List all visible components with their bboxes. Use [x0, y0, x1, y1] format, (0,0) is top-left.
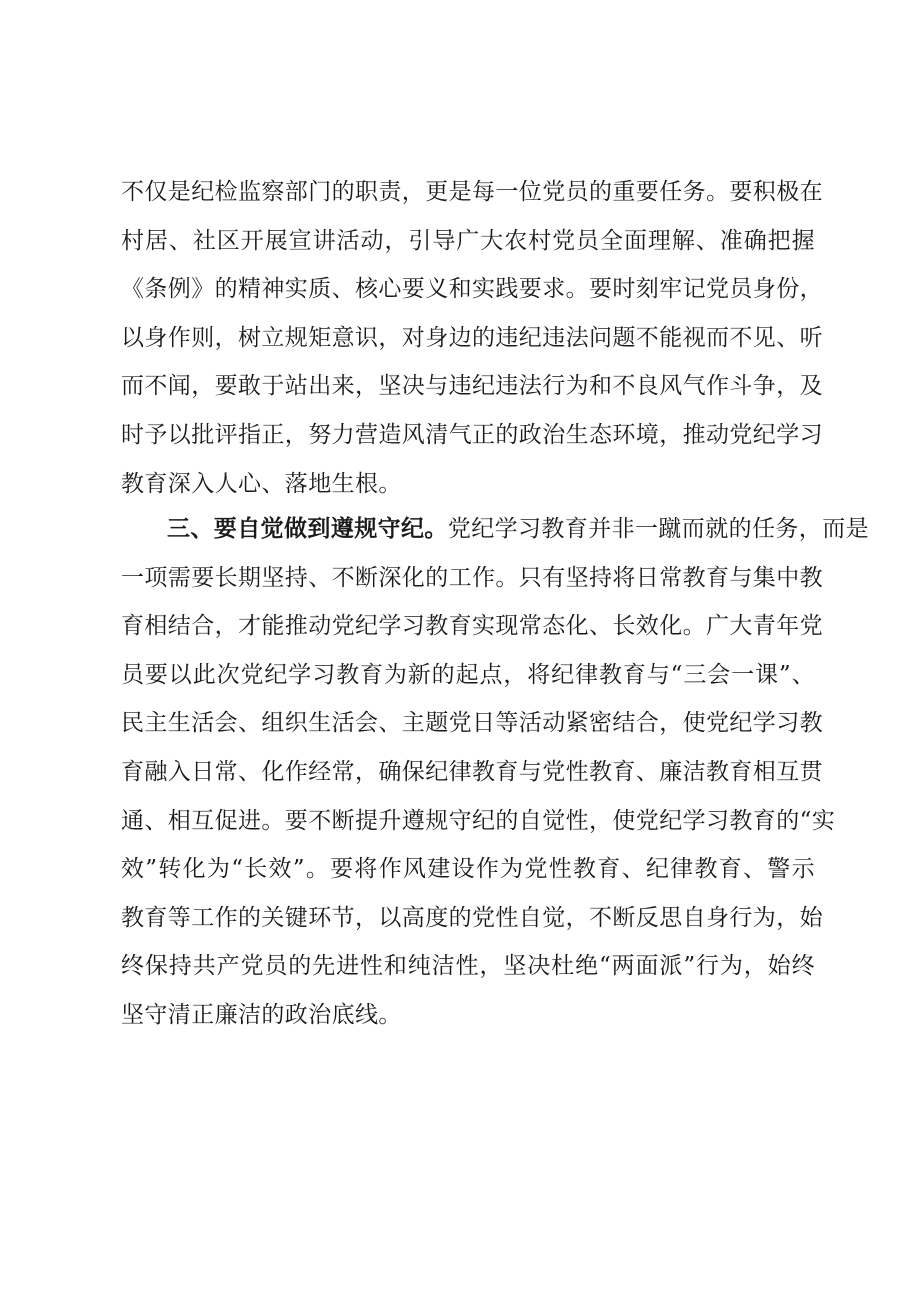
text-line: 村居、社区开展宣讲活动，引导广大农村党员全面理解、准确把握	[121, 227, 815, 254]
text-line: 育融入日常、化作经常，确保纪律教育与党性教育、廉洁教育相互贯	[121, 758, 823, 785]
paragraph-discipline-compliance	[121, 505, 870, 1040]
text-line: 育相结合，才能推动党纪学习教育实现常态化、长效化。广大青年党	[121, 613, 823, 640]
text-line: 效”转化为“长效”。要将作风建设作为党性教育、纪律教育、警示	[121, 856, 815, 883]
text-line: 教育深入人心、落地生根。	[121, 470, 402, 497]
text-line: 民主生活会、组织生活会、主题党日等活动紧密结合，使党纪学习教	[121, 710, 823, 737]
text-line: 教育等工作的关键环节，以高度的党性自觉，不断反思自身行为，始	[121, 904, 823, 931]
text-line: 以身作则，树立规矩意识，对身边的违纪违法问题不能视而不见、听	[121, 324, 823, 351]
text-line: 终保持共产党员的先进性和纯洁性，坚决杜绝“两面派”行为，始终	[121, 953, 815, 980]
text-line-first	[121, 505, 870, 554]
text-line: 时予以批评指正，努力营造风清气正的政治生态环境，推动党纪学习	[121, 421, 823, 448]
text-line: 不仅是纪检监察部门的职责，更是每一位党员的重要任务。要积极在	[121, 179, 823, 205]
heading-line-rest: 党纪学习教育并非一蹴而就的任务，而是	[447, 516, 870, 542]
text-line: 而不闻，要敢于站出来，坚决与违纪违法行为和不良风气作斗争，及	[121, 373, 823, 400]
section-heading: 三、要自觉做到遵规守纪。	[167, 516, 448, 542]
text-line: 《条例》的精神实质、核心要义和实践要求。要时刻牢记党员身份，	[121, 276, 823, 303]
text-line: 一项需要长期坚持、不断深化的工作。只有坚持将日常教育与集中教	[121, 564, 823, 591]
text-line: 员要以此次党纪学习教育为新的起点，将纪律教育与“三会一课”、	[121, 661, 815, 688]
paragraph-party-member-duty	[121, 168, 823, 508]
text-line: 通、相互促进。要不断提升遵规守纪的自觉性，使党纪学习教育的“实	[121, 807, 836, 834]
text-line: 坚守清正廉洁的政治底线。	[121, 1001, 402, 1028]
